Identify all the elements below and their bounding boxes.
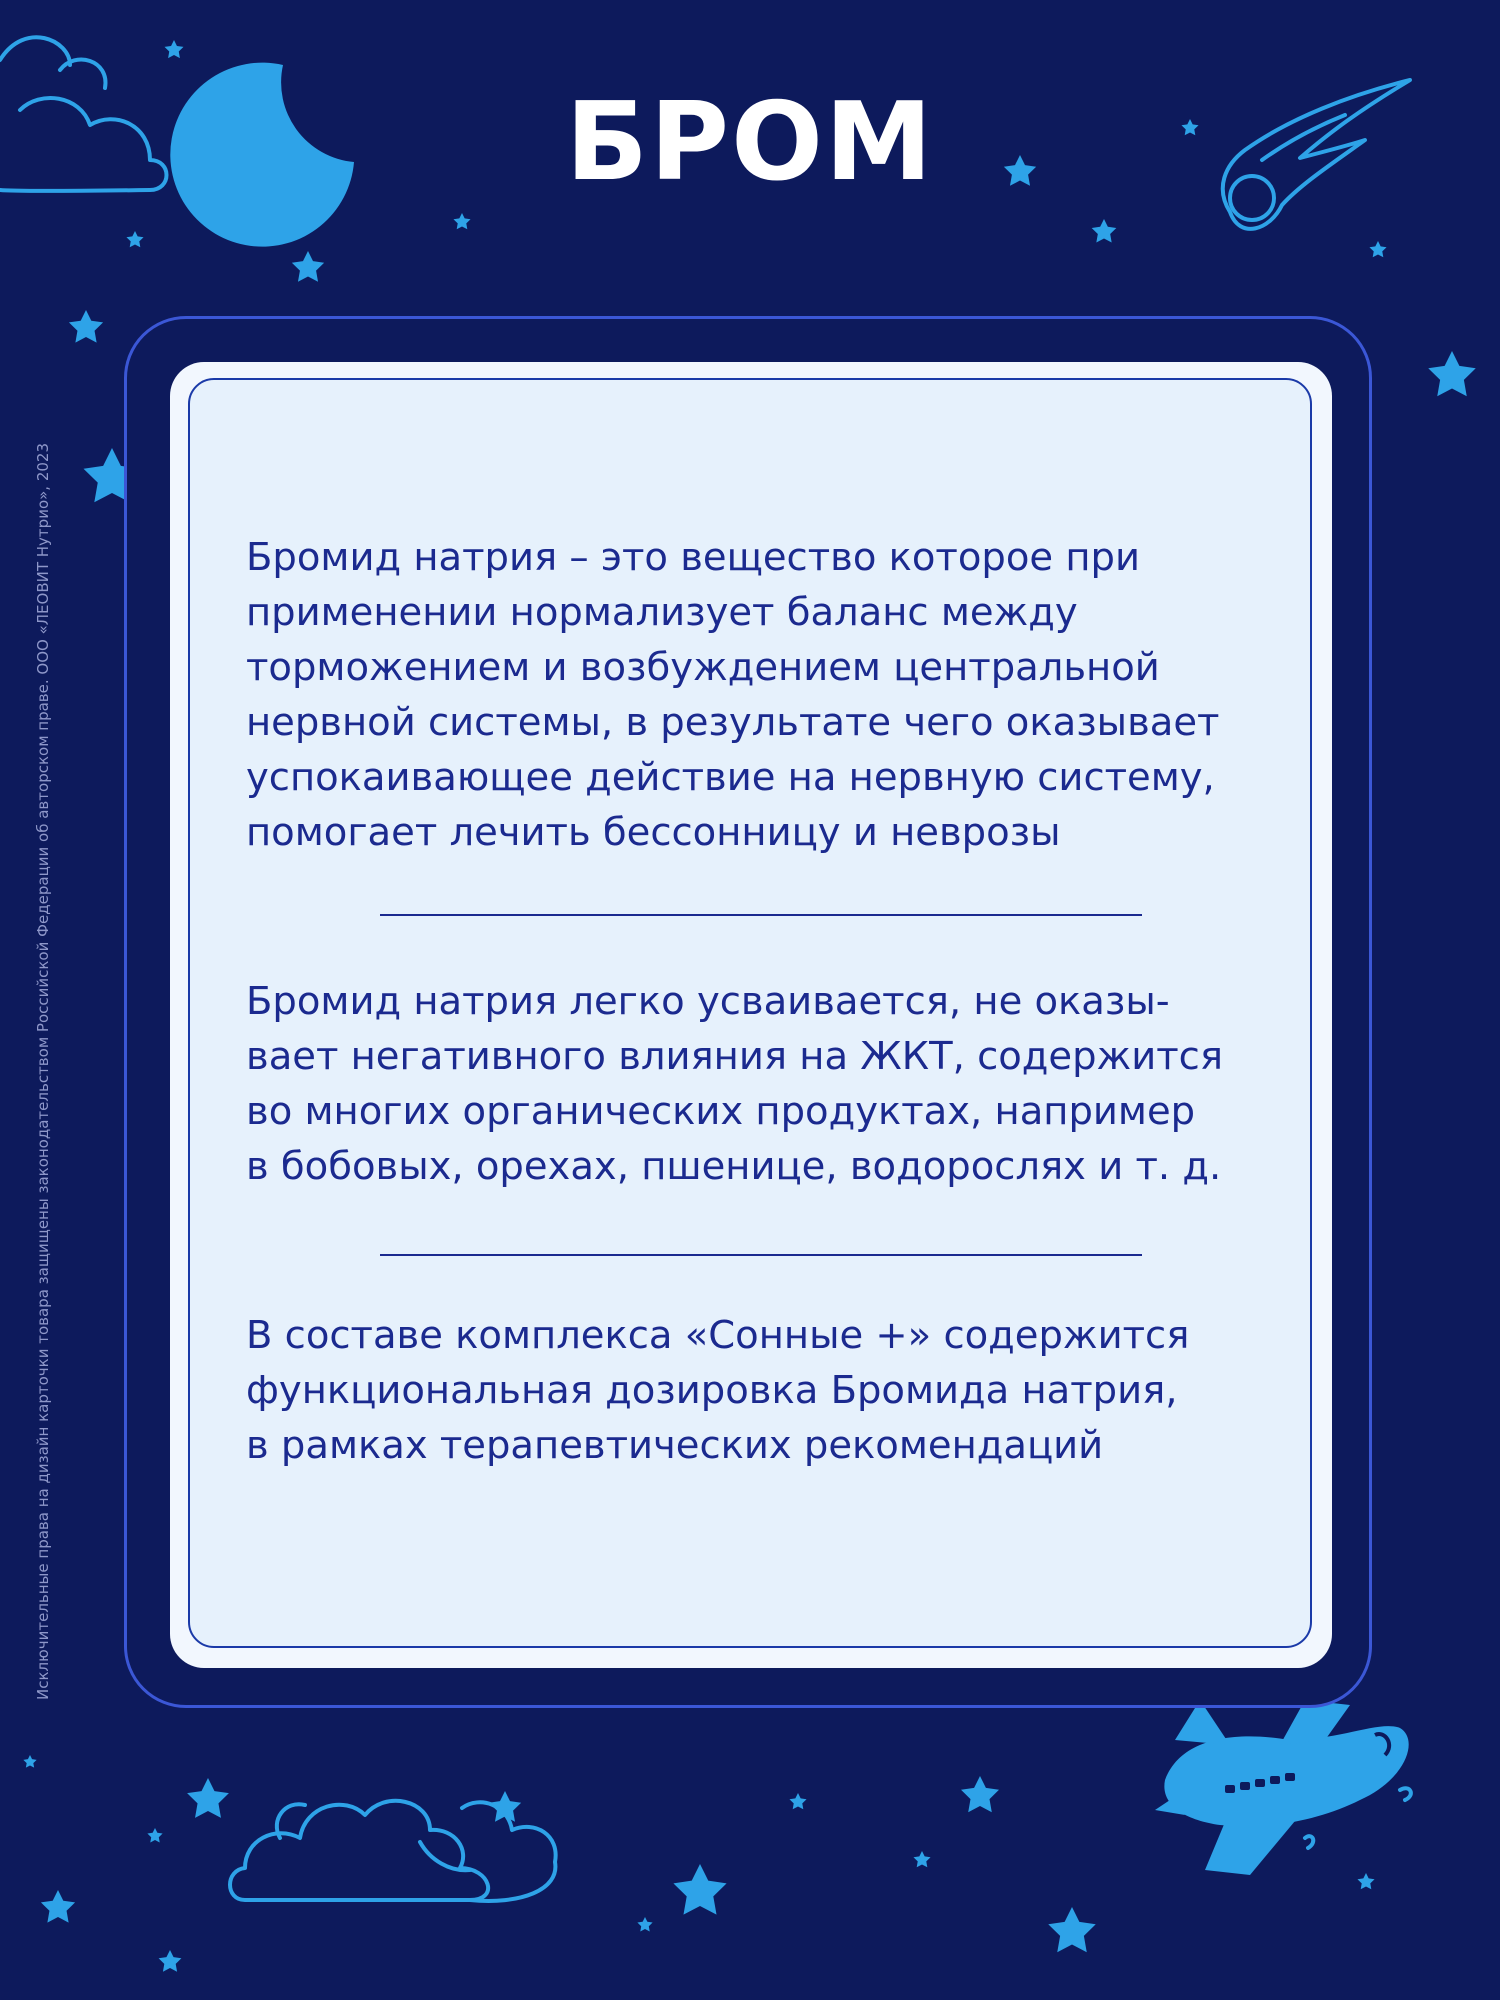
page-title: БРОМ [565,80,935,205]
divider [380,1254,1142,1256]
paragraph-complex-composition: В составе комплекса «Сонные +» содержится функциональная дозировка Бромида натрия, в рамках терапевтических рекомендаций [246,1313,1190,1468]
paragraph-sodium-bromide-absorption: Бромид натрия легко усваивается, не оказы- вает негативного влияния на ЖКТ, содержится во многих органических продуктах, например в бобовых, орехах, пшенице, водорослях и т. д. [246,979,1223,1189]
paragraph-sodium-bromide-effect: Бромид натрия – это вещество которое при применении нормализует баланс между торможением и возбуждением центральной нервной системы, в результате чего оказывает успокаивающее действие на нервную систему, помогает лечить бессонницу и неврозы [246,535,1220,855]
copyright-note: Исключительные права на дизайн карточки товара защищены законодательством Российской Федерации об авторском праве. ООО «ЛЕОВИТ Нутрио», 2023 [34,442,52,1700]
airplane-icon [1155,1700,1411,1875]
divider [380,914,1142,916]
